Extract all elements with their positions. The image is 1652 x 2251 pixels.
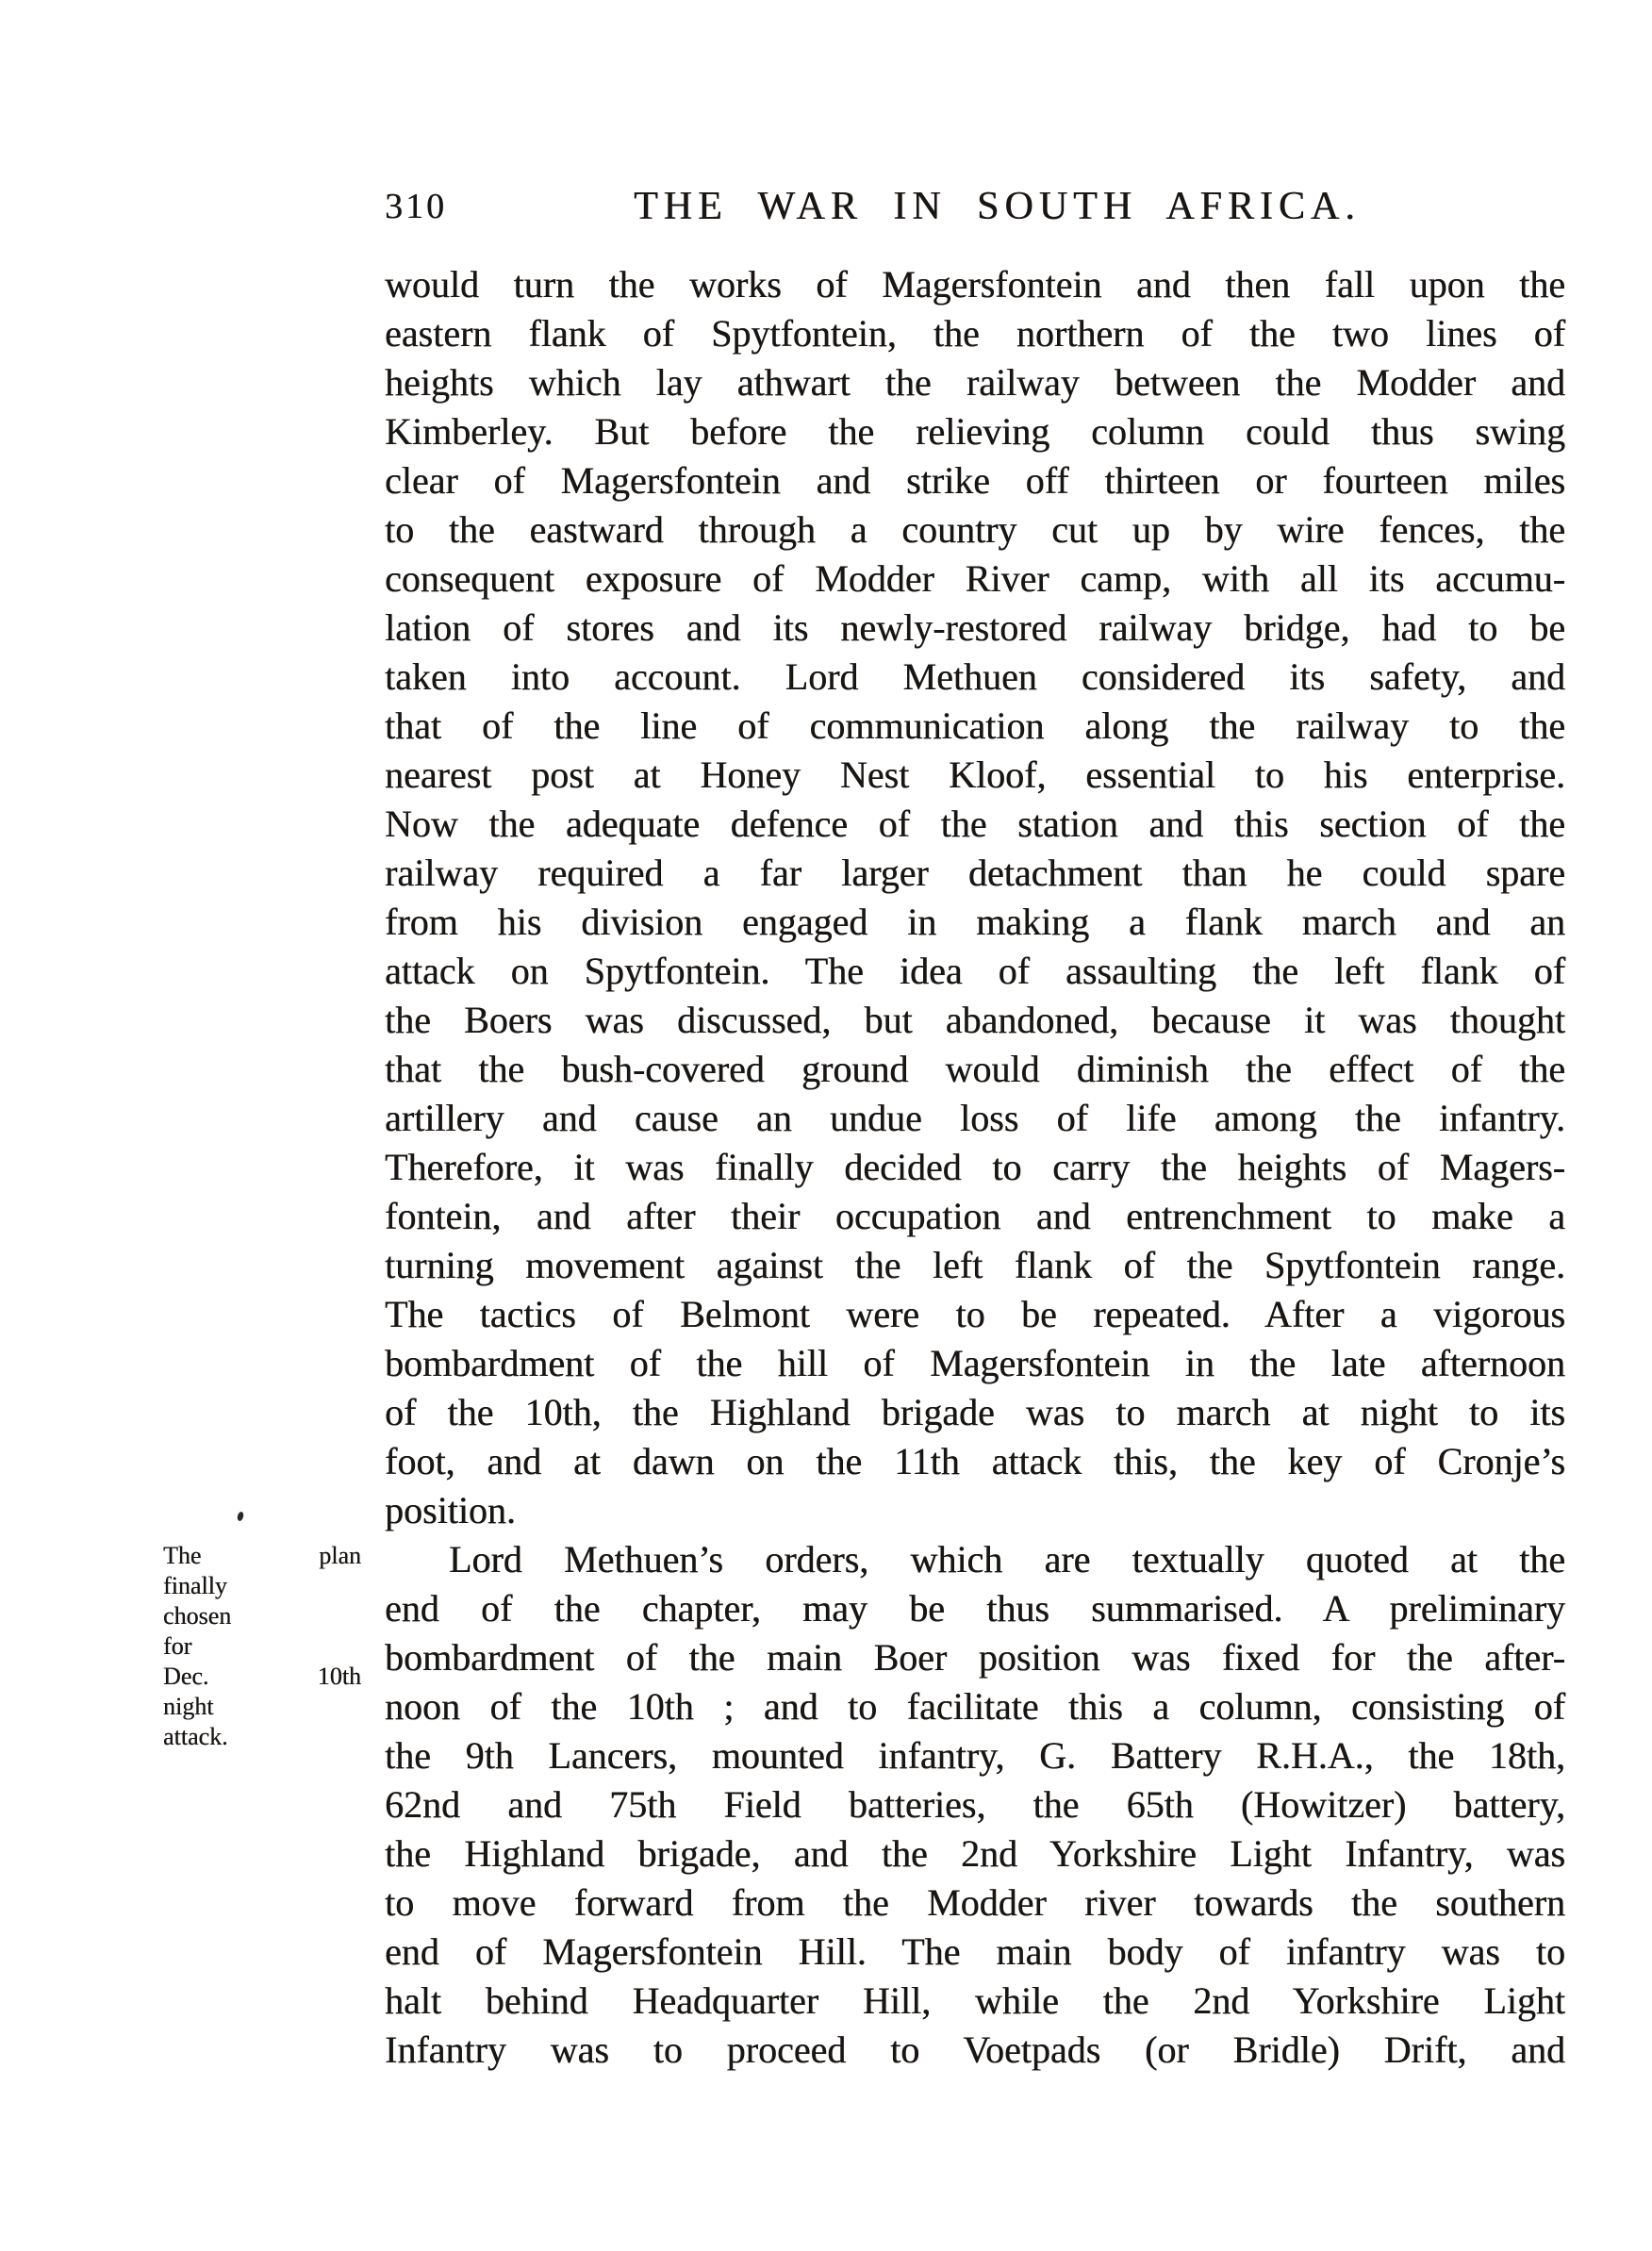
text-line: end of the chapter, may be thus summarised. A preliminary (385, 1587, 1565, 1630)
text-line: 62nd and 75th Field batteries, the 65th (Howitzer) battery, (385, 1783, 1565, 1826)
text-line: Dec. 10th (163, 1663, 361, 1690)
text-line: Infantry was to proceed to Voetpads (or Bridle) Drift, and (385, 2028, 1565, 2071)
text-line: nearest post at Honey Nest Kloof, essential to his enterprise. (385, 753, 1565, 796)
text-line: from his division engaged in making a flank march and an (385, 901, 1565, 943)
text-line: position. (385, 1489, 516, 1531)
text-line: turning movement against the left flank of the Spytfontein range. (385, 1244, 1565, 1286)
page-title: THE WAR IN SOUTH AFRICA. (634, 185, 1361, 228)
text-line: foot, and at dawn on the 11th attack this, the key of Cronje’s (385, 1440, 1565, 1482)
text-line: fontein, and after their occupation and entrenchment to make a (385, 1195, 1565, 1237)
text-line: The tactics of Belmont were to be repeated. After a vigorous (385, 1293, 1565, 1335)
text-line: of the 10th, the Highland brigade was to march at night to its (385, 1391, 1565, 1433)
text-line: the Highland brigade, and the 2nd Yorkshire Light Infantry, was (385, 1832, 1565, 1875)
text-line: Therefore, it was finally decided to carry the heights of Magers- (385, 1146, 1565, 1188)
text-line: end of Magersfontein Hill. The main body of infantry was to (385, 1930, 1565, 1973)
text-line: noon of the 10th ; and to facilitate this a column, consisting of (385, 1685, 1565, 1728)
text-line: for (163, 1632, 192, 1660)
text-line: attack on Spytfontein. The idea of assaulting the left flank of (385, 950, 1565, 992)
page-number: 310 (385, 187, 447, 226)
text-line: lation of stores and its newly-restored railway bridge, had to be (385, 606, 1565, 649)
text-line: to the eastward through a country cut up by wire fences, the (385, 508, 1565, 551)
body-paragraph-1 (385, 260, 1565, 1535)
text-line: would turn the works of Magersfontein and then fall upon the (385, 263, 1565, 306)
text-line: taken into account. Lord Methuen considered its safety, and (385, 655, 1565, 698)
text-line: that of the line of communication along the railway to the (385, 704, 1565, 747)
text-line: heights which lay athwart the railway between the Modder and (385, 361, 1565, 404)
text-line: the 9th Lancers, mounted infantry, G. Battery R.H.A., the 18th, (385, 1734, 1565, 1777)
text-line: the Boers was discussed, but abandoned, because it was thought (385, 999, 1565, 1041)
text-line: chosen (163, 1602, 232, 1630)
text-line: Now the adequate defence of the station and this section of the (385, 803, 1565, 845)
text-line: clear of Magersfontein and strike off thirteen or fourteen miles (385, 459, 1565, 502)
text-line: night (163, 1693, 214, 1720)
text-line: artillery and cause an undue loss of life among the infantry. (385, 1097, 1565, 1139)
ink-speck (237, 1511, 244, 1521)
text-line: bombardment of the hill of Magersfontein in the late afternoon (385, 1342, 1565, 1384)
text-line: The plan (163, 1542, 361, 1569)
margin-note (163, 1541, 361, 1752)
running-head (0, 187, 1652, 232)
text-line: Lord Methuen’s orders, which are textually quoted at the (449, 1538, 1565, 1581)
text-line: consequent exposure of Modder River camp, with all its accumu- (385, 557, 1565, 600)
text-line: to move forward from the Modder river towards the southern (385, 1881, 1565, 1924)
text-line: that the bush-covered ground would diminish the effect of the (385, 1048, 1565, 1090)
text-line: Kimberley. But before the relieving column could thus swing (385, 410, 1565, 453)
text-line: bombardment of the main Boer position was fixed for the after- (385, 1636, 1565, 1679)
text-line: finally (163, 1572, 227, 1599)
text-line: railway required a far larger detachment than he could spare (385, 852, 1565, 894)
text-line: halt behind Headquarter Hill, while the 2nd Yorkshire Light (385, 1979, 1565, 2022)
text-line: attack. (163, 1723, 228, 1750)
text-line: eastern flank of Spytfontein, the northern of the two lines of (385, 312, 1565, 355)
body-paragraph-2 (385, 1535, 1565, 2075)
